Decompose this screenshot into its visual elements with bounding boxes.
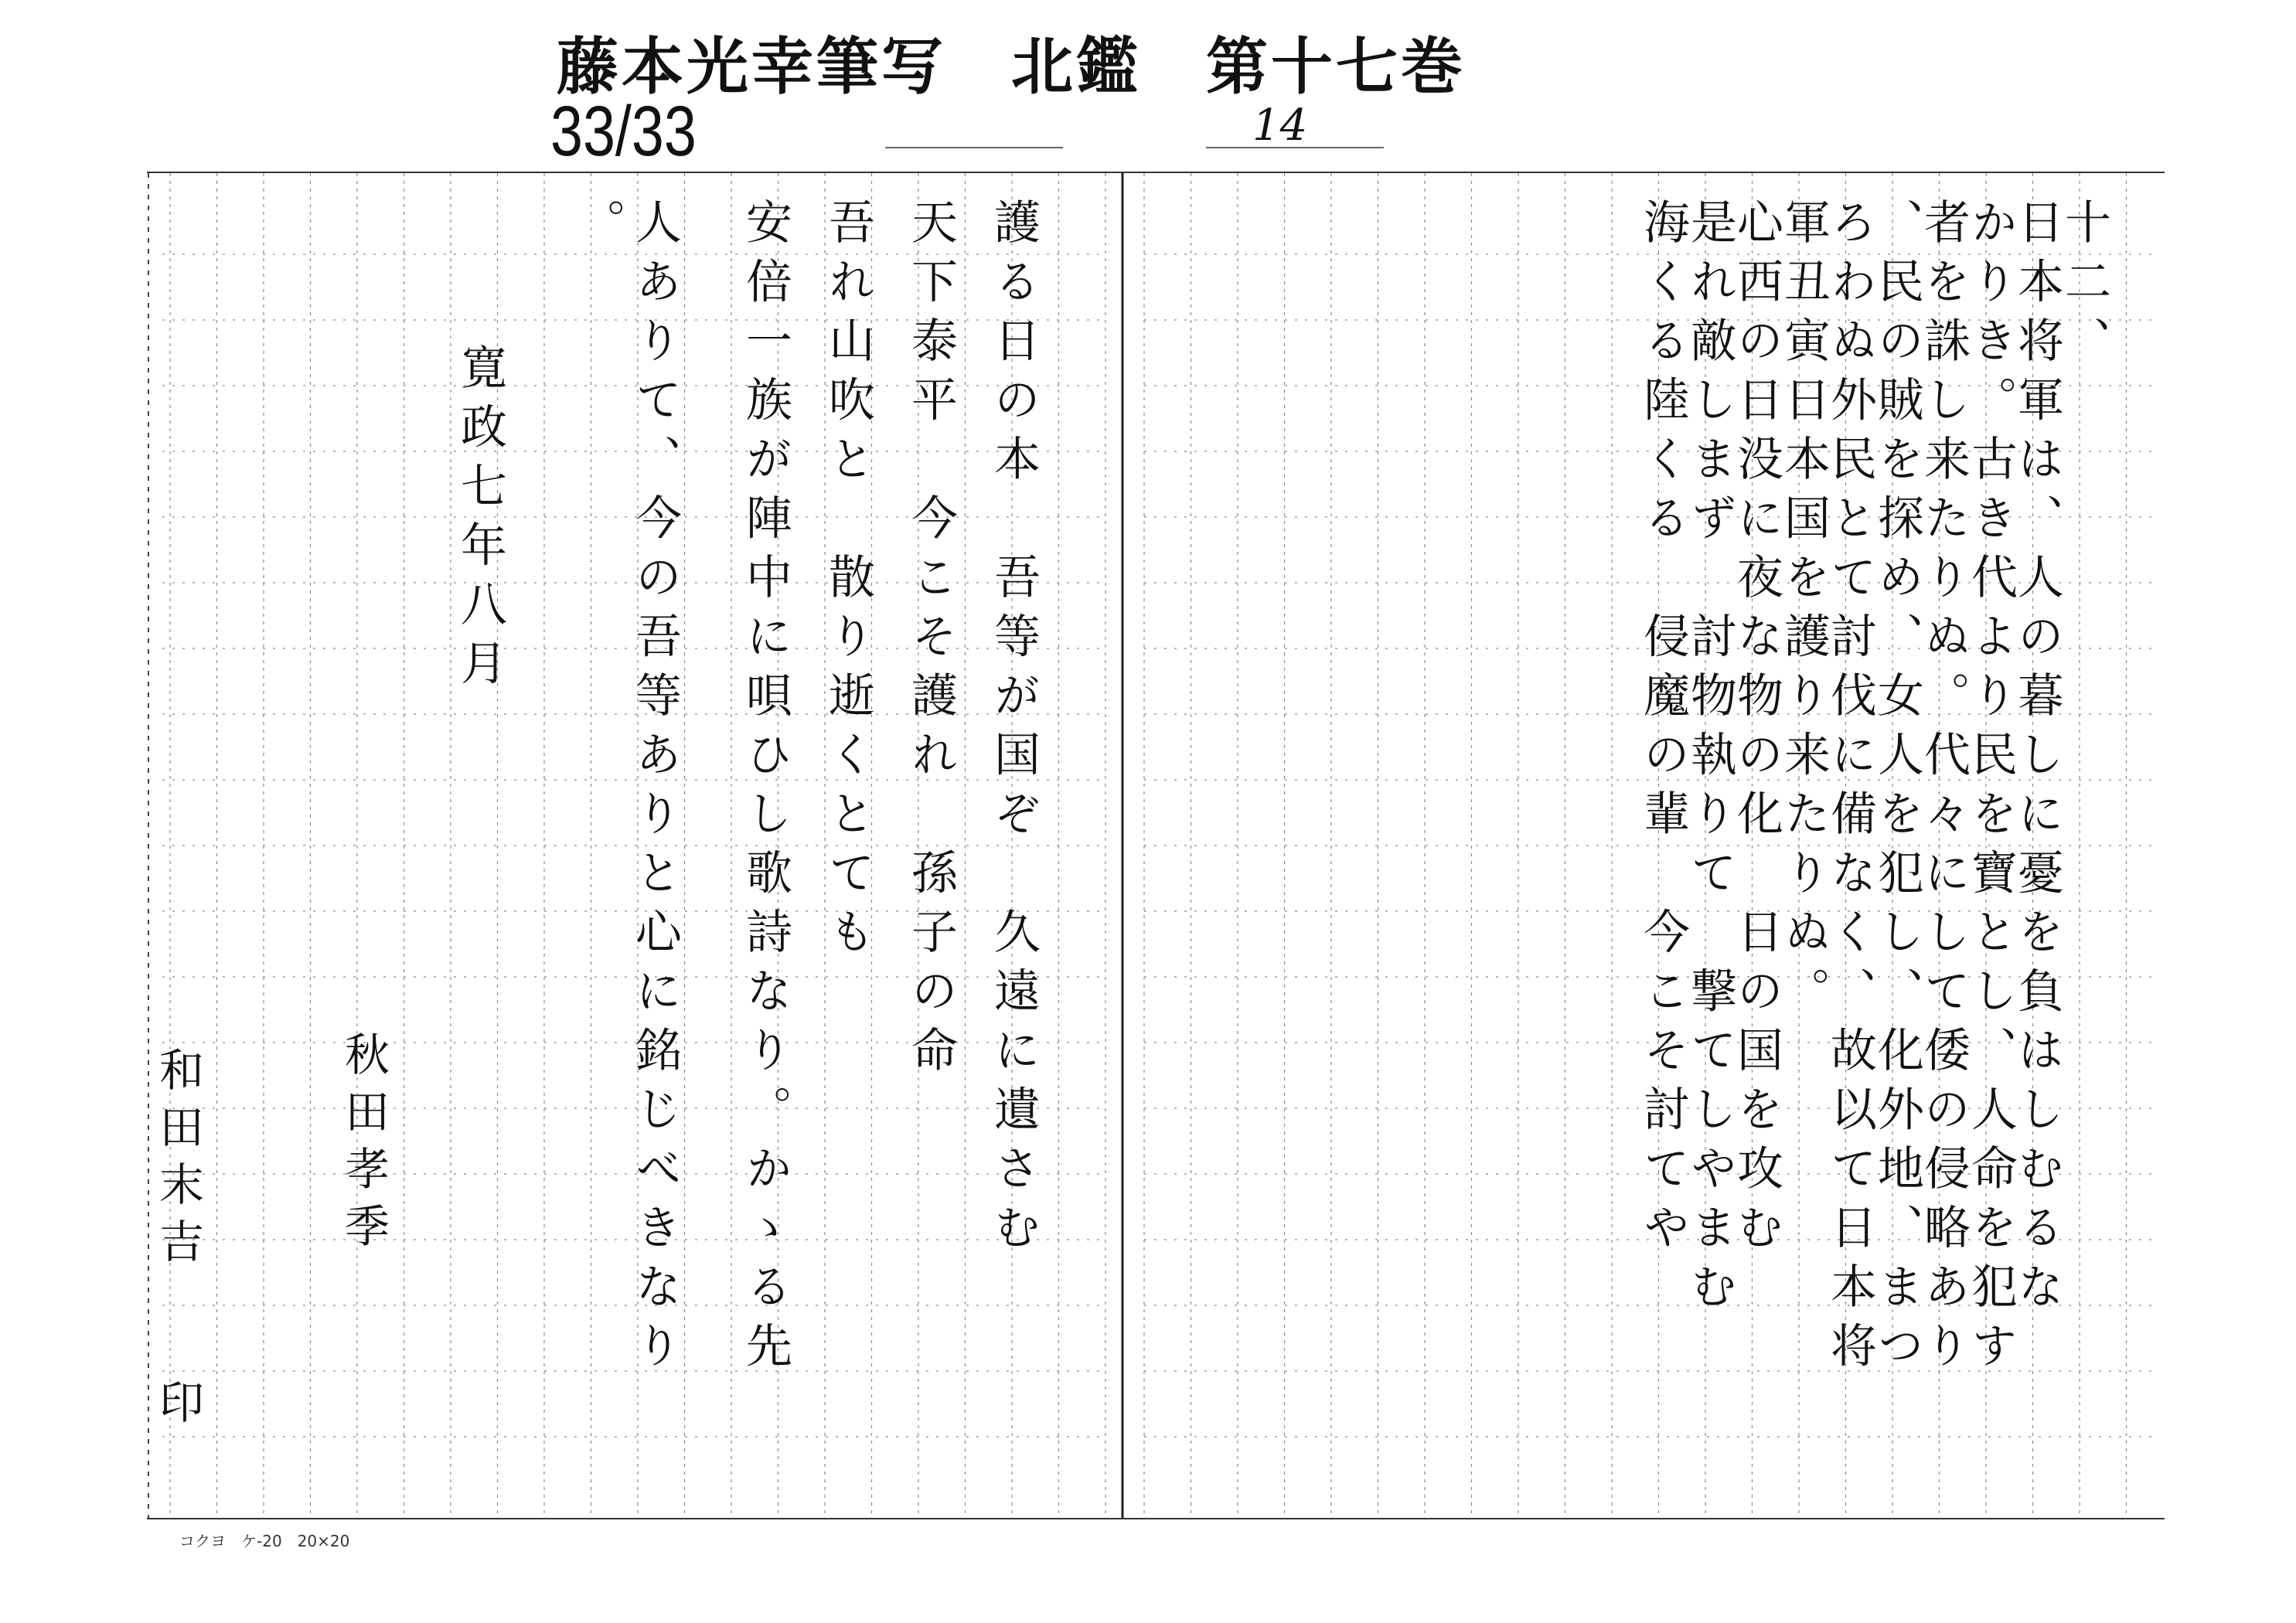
signature-second: 和田末吉 [152, 1046, 204, 1275]
text-column-17: 。 [572, 198, 626, 257]
text-column-10: 海くる陸くる 侵魔の輩 今こそ討てや [1636, 198, 1690, 1262]
text-column-3: かりき。古き代より民を寶とし、人命を犯す [1964, 198, 2018, 1380]
text-column-16: 人ありて、今の吾等ありと心に銘じべきなり [628, 198, 682, 1380]
manuscript-sheet [147, 172, 2165, 1519]
text-column-13: 天下泰平 今こそ護れ 孫子の命 [904, 198, 958, 1085]
page-number-rule-left [885, 147, 1063, 148]
signature-first: 秋田孝季 [337, 1031, 390, 1260]
text-column-14: 吾れ山吹と 散り逝くとても [821, 198, 875, 967]
text-column-4: 者を誅し来たりぬ。代々にして倭の侵略あり [1916, 198, 1971, 1380]
paper-brand-footer: コクヨ ケ-20 20×20 [179, 1532, 350, 1550]
text-column-7: 軍丑寅日本国を護り来たりぬ。 [1777, 198, 1831, 1026]
date-column: 寛政七年八月 [453, 343, 507, 698]
page-counter: 33/33 [550, 92, 697, 171]
text-column-9: 是れ敵しまず 討物執りて 撃てしやまむ [1683, 198, 1737, 1322]
text-column-15: 安倍一族が陣中に唄ひし歌詩なり。かゝる先 [738, 198, 792, 1380]
seal-mark: 印 [152, 1379, 204, 1436]
text-column-2: 日本将軍は、人の暮しに憂を負はしむるな [2010, 198, 2064, 1322]
text-column-6: ろわぬ外民とて討伐に備なく、故以て日本将 [1823, 198, 1877, 1380]
document-title: 藤本光幸筆写 北鑑 第十七巻 [557, 31, 1466, 103]
text-column-12: 護る日の本 吾等が国ぞ 久遠に遺さむ [986, 198, 1041, 1262]
page-number: 14 [1252, 100, 1308, 151]
text-column-8: 心西の日没に夜な物の化 日の国を攻む [1729, 198, 1783, 1262]
text-column-5: 、民の賊を探め、女人を犯し、化外地、まつ [1870, 198, 1924, 1380]
text-column-1: 十二、 [2057, 198, 2111, 376]
